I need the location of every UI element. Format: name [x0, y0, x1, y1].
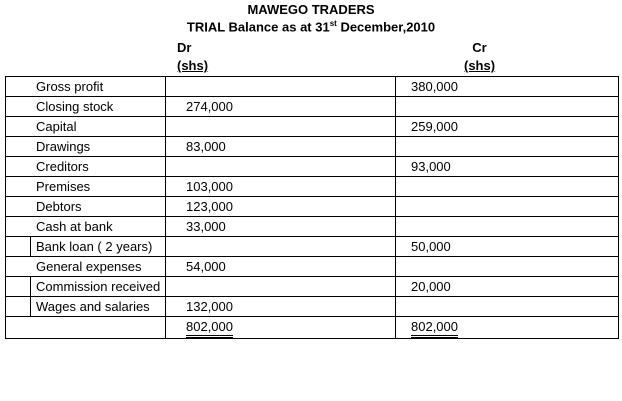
table-row	[6, 237, 619, 257]
table-row	[6, 77, 619, 97]
credit-cell	[396, 97, 619, 117]
item-cell: Commission received	[31, 277, 166, 297]
table-row	[6, 297, 619, 317]
subtitle-superscript: st	[329, 19, 337, 28]
company-title: MAWEGO TRADERS	[247, 2, 375, 17]
item-cell: Closing stock	[6, 97, 166, 117]
table-row	[6, 157, 619, 177]
item-cell: Drawings	[6, 137, 166, 157]
totals-label-cell	[6, 317, 166, 339]
debit-cell	[166, 77, 396, 97]
debit-cell: 83,000	[166, 137, 396, 157]
table-row	[6, 137, 619, 157]
spacer-cell	[6, 277, 31, 297]
credit-cell: 259,000	[396, 117, 619, 137]
debit-cell	[166, 117, 396, 137]
debit-cell: 103,000	[166, 177, 396, 197]
debit-cell	[166, 237, 396, 257]
debit-unit: (shs)	[177, 58, 209, 73]
debit-cell: 132,000	[166, 297, 396, 317]
credit-cell	[396, 297, 619, 317]
credit-cell	[396, 137, 619, 157]
table-row	[6, 217, 619, 237]
debit-cell	[166, 157, 396, 177]
debit-total-cell	[166, 317, 396, 339]
table-row	[6, 197, 619, 217]
item-cell: Bank loan ( 2 years)	[31, 237, 166, 257]
credit-cell	[396, 197, 619, 217]
trial-balance-subtitle	[0, 19, 622, 34]
totals-row	[6, 317, 619, 339]
debit-total: 802,000	[186, 318, 233, 338]
credit-cell: 50,000	[396, 237, 619, 257]
credit-cell: 380,000	[396, 77, 619, 97]
subtitle-text: TRIAL Balance as at 31	[186, 19, 330, 35]
debit-cell: 33,000	[166, 217, 396, 237]
item-cell: Wages and salaries	[31, 297, 166, 317]
item-cell: Creditors	[6, 157, 166, 177]
spacer-cell	[6, 297, 31, 317]
table-row	[6, 177, 619, 197]
table-row	[6, 97, 619, 117]
credit-total-cell	[396, 317, 619, 339]
credit-total: 802,000	[411, 318, 458, 338]
item-cell: Cash at bank	[6, 217, 166, 237]
subtitle-date: December,2010	[336, 19, 436, 35]
credit-unit: (shs)	[464, 58, 496, 73]
credit-cell	[396, 257, 619, 277]
trial-balance-body	[6, 77, 619, 339]
credit-cell	[396, 177, 619, 197]
debit-cell: 54,000	[166, 257, 396, 277]
credit-column-header	[464, 39, 495, 75]
table-row	[6, 117, 619, 137]
spacer-cell	[6, 237, 31, 257]
table-row	[6, 277, 619, 297]
item-cell: Debtors	[6, 197, 166, 217]
item-cell: Gross profit	[6, 77, 166, 97]
item-cell: Premises	[6, 177, 166, 197]
credit-label: Cr	[472, 40, 487, 55]
debit-cell	[166, 277, 396, 297]
credit-cell: 93,000	[396, 157, 619, 177]
debit-label: Dr	[177, 40, 192, 55]
trial-balance-table	[5, 76, 619, 339]
item-cell: General expenses	[6, 257, 166, 277]
debit-cell: 123,000	[166, 197, 396, 217]
debit-column-header	[177, 39, 208, 75]
table-row	[6, 257, 619, 277]
debit-cell: 274,000	[166, 97, 396, 117]
credit-cell	[396, 217, 619, 237]
credit-cell: 20,000	[396, 277, 619, 297]
item-cell: Capital	[6, 117, 166, 137]
